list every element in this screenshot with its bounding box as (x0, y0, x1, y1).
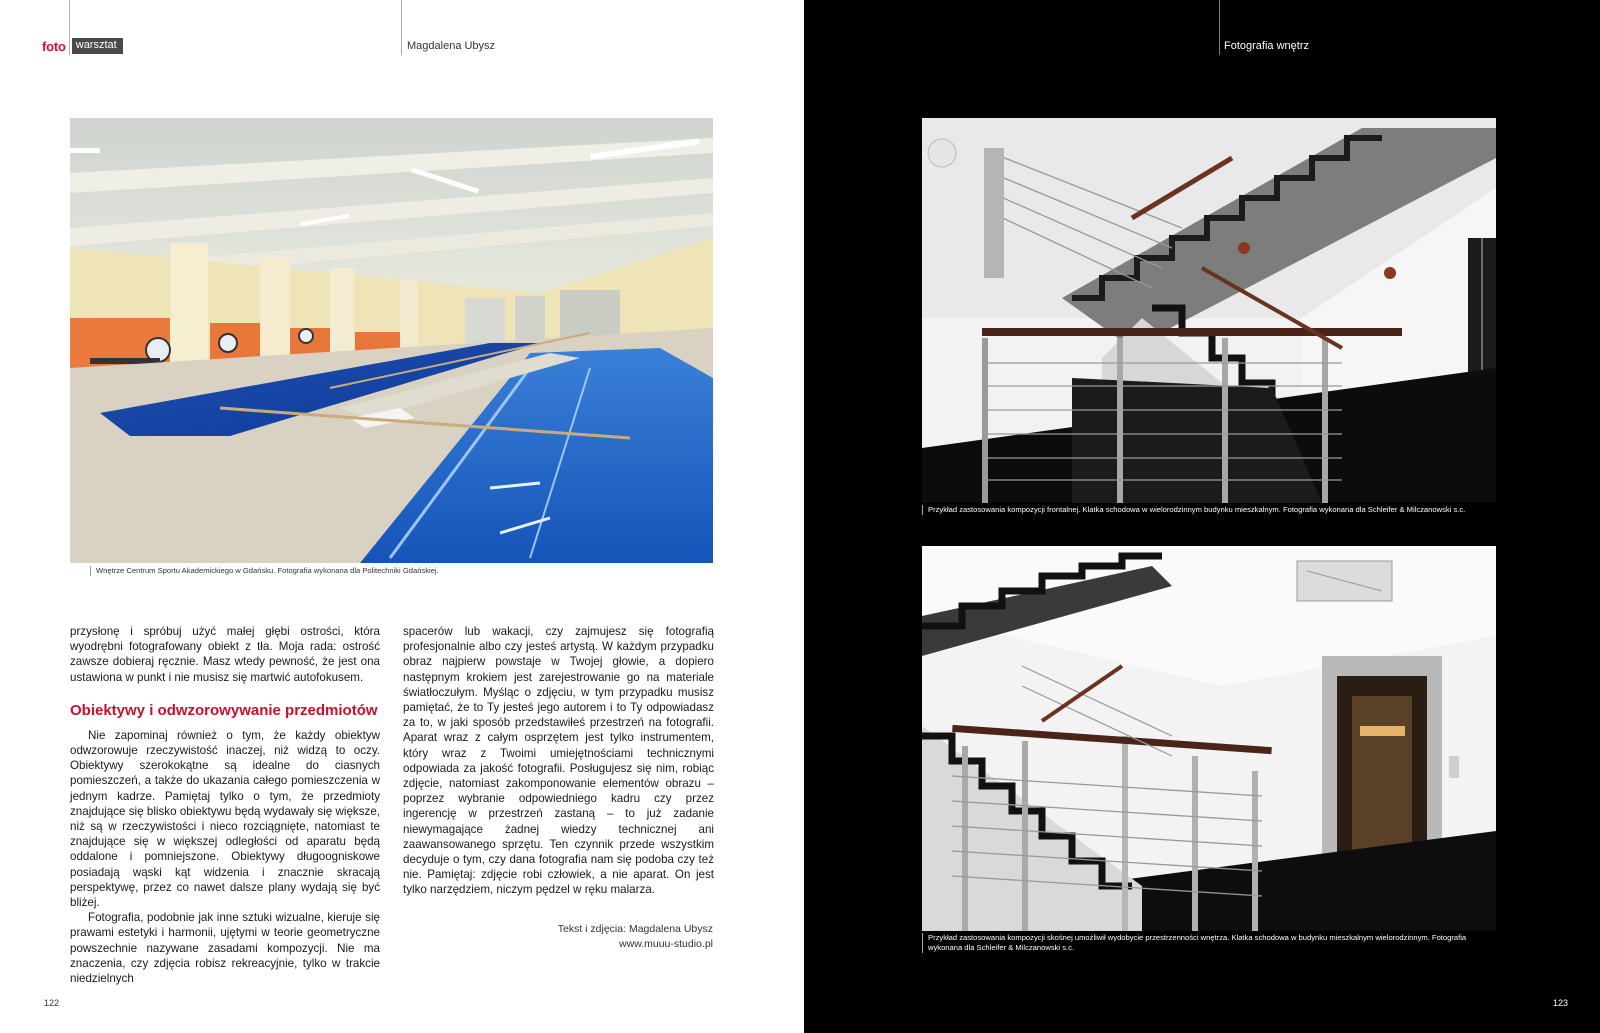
author-header: Magdalena Ubysz (407, 40, 496, 52)
pool-photo-caption: Wnętrze Centrum Sportu Akademickiego w Gdańsku. Fotografia wykonana dla Politechniki Gdańskiej. (90, 566, 439, 576)
pool-photo (70, 118, 713, 563)
brand-section-tag: warsztat (72, 38, 123, 54)
article-column-1 (70, 624, 380, 986)
stairs-oblique-photo (922, 546, 1496, 931)
magazine-brand (42, 38, 123, 54)
right-page (804, 0, 1600, 1033)
credit-website[interactable]: www.muuu-studio.pl (619, 938, 713, 950)
article-column-2 (403, 624, 714, 898)
stairs-frontal-photo (922, 118, 1496, 503)
section-header: Fotografia wnętrz (1224, 40, 1309, 52)
article-subheading: Obiektywy i odwzorowywanie przedmiotów (70, 701, 378, 719)
article-credit (558, 922, 713, 952)
stairs-oblique-caption: Przykład zastosowania kompozycji skośnej umożliwił wydobycie przestrzenności wnętrza. Klatka schodowa w budynku mieszkalnym wielorodzinnym. Fotografia wykonana dla Schleifer & Milczanowski s.c. (922, 933, 1496, 953)
credit-author: Tekst i zdjęcia: Magdalena Ubysz (557, 923, 713, 935)
article-paragraph: Fotografia, podobnie jak inne sztuki wizualne, kieruje się prawami estetyki i harmonii, ujętymi w teorie geometryczne powszechnie nazywane zasadami kompozycji. Nie ma znaczenia, czy zdjęcia robisz rekreacyjnie, tylko w trakcie niedzielnych (70, 911, 380, 986)
article-paragraph: przysłonę i spróbuj użyć małej głębi ostrości, która wyodrębni fotografowany obiekt z tła. Moja rada: ostrość zawsze dobieraj ręcznie. Masz wtedy pewność, że jest ona ustawiona w punkt i nie musisz się martwić autofokusem. (70, 625, 380, 684)
header-rule (401, 0, 402, 55)
article-paragraph: spacerów lub wakacji, czy zajmujesz się fotografią profesjonalnie albo czy jesteś artystą. W każdym przypadku obraz najpierw powstaje w Twojej głowie, a dopiero następnym krokiem jest zarejestrowanie go na materiale światłoczułym. Myśląc o zdjęciu, w tym przypadku musisz pamiętać, że to Ty jesteś jego autorem i to Ty odpowiadasz za to, w jaki sposób przedstawiłeś przestrzeń na fotografii. Aparat wraz z całym osprzętem jest tylko instrumentem, który wraz z Twoimi umiejętnościami technicznymi odpowiada za jakość fotografii. Posługujesz się nim, robiąc zdjęcie, natomiast zakomponowanie elementów obrazu – poprzez wybranie odpowiedniego kadru czy przez ingerencję w przestrzeń zastaną – to już zadanie niewymagające żadnej wiedzy technicznej ani zaawansowanego sprzętu. Ten czynnik przede wszystkim decyduje o tym, czy dana fotografia nam się podoba czy też nie. Pamiętaj: zdjęcie robi człowiek, a nie aparat. On jest tylko narzędziem, niczym pędzel w ręku malarza. (403, 625, 714, 897)
article-paragraph: Nie zapominaj również o tym, że każdy obiektyw odwzorowuje rzeczywistość inaczej, niż widzą to oczy. Obiektywy szerokokątne są idealne do ciasnych pomieszczeń, a także do ukazania całego pomieszczenia w jednym kadrze. Pamiętaj tylko o tym, że przedmioty znajdujące się blisko obiektywu będą wydawały się większe, niż są w rzeczywistości i nieco rozciągnięte, natomiast te znajdujące się w większej odległości od aparatu będą oddalone i pomniejszone. Obiektywy długoogniskowe posiadają wąski kąt widzenia i znacznie skracają perspektywę, przez co nawet dalsze plany wydają się być bliżej. (70, 728, 380, 910)
stairs-frontal-caption: Przykład zastosowania kompozycji frontalnej. Klatka schodowa w wielorodzinnym budynku mieszkalnym. Fotografia wykonana dla Schleifer & Milczanowski s.c. (922, 505, 1496, 515)
brand-foto: foto (42, 38, 66, 54)
page-number-left: 122 (44, 998, 60, 1008)
page-number-right: 123 (1552, 998, 1568, 1008)
header-rule (1219, 0, 1220, 55)
